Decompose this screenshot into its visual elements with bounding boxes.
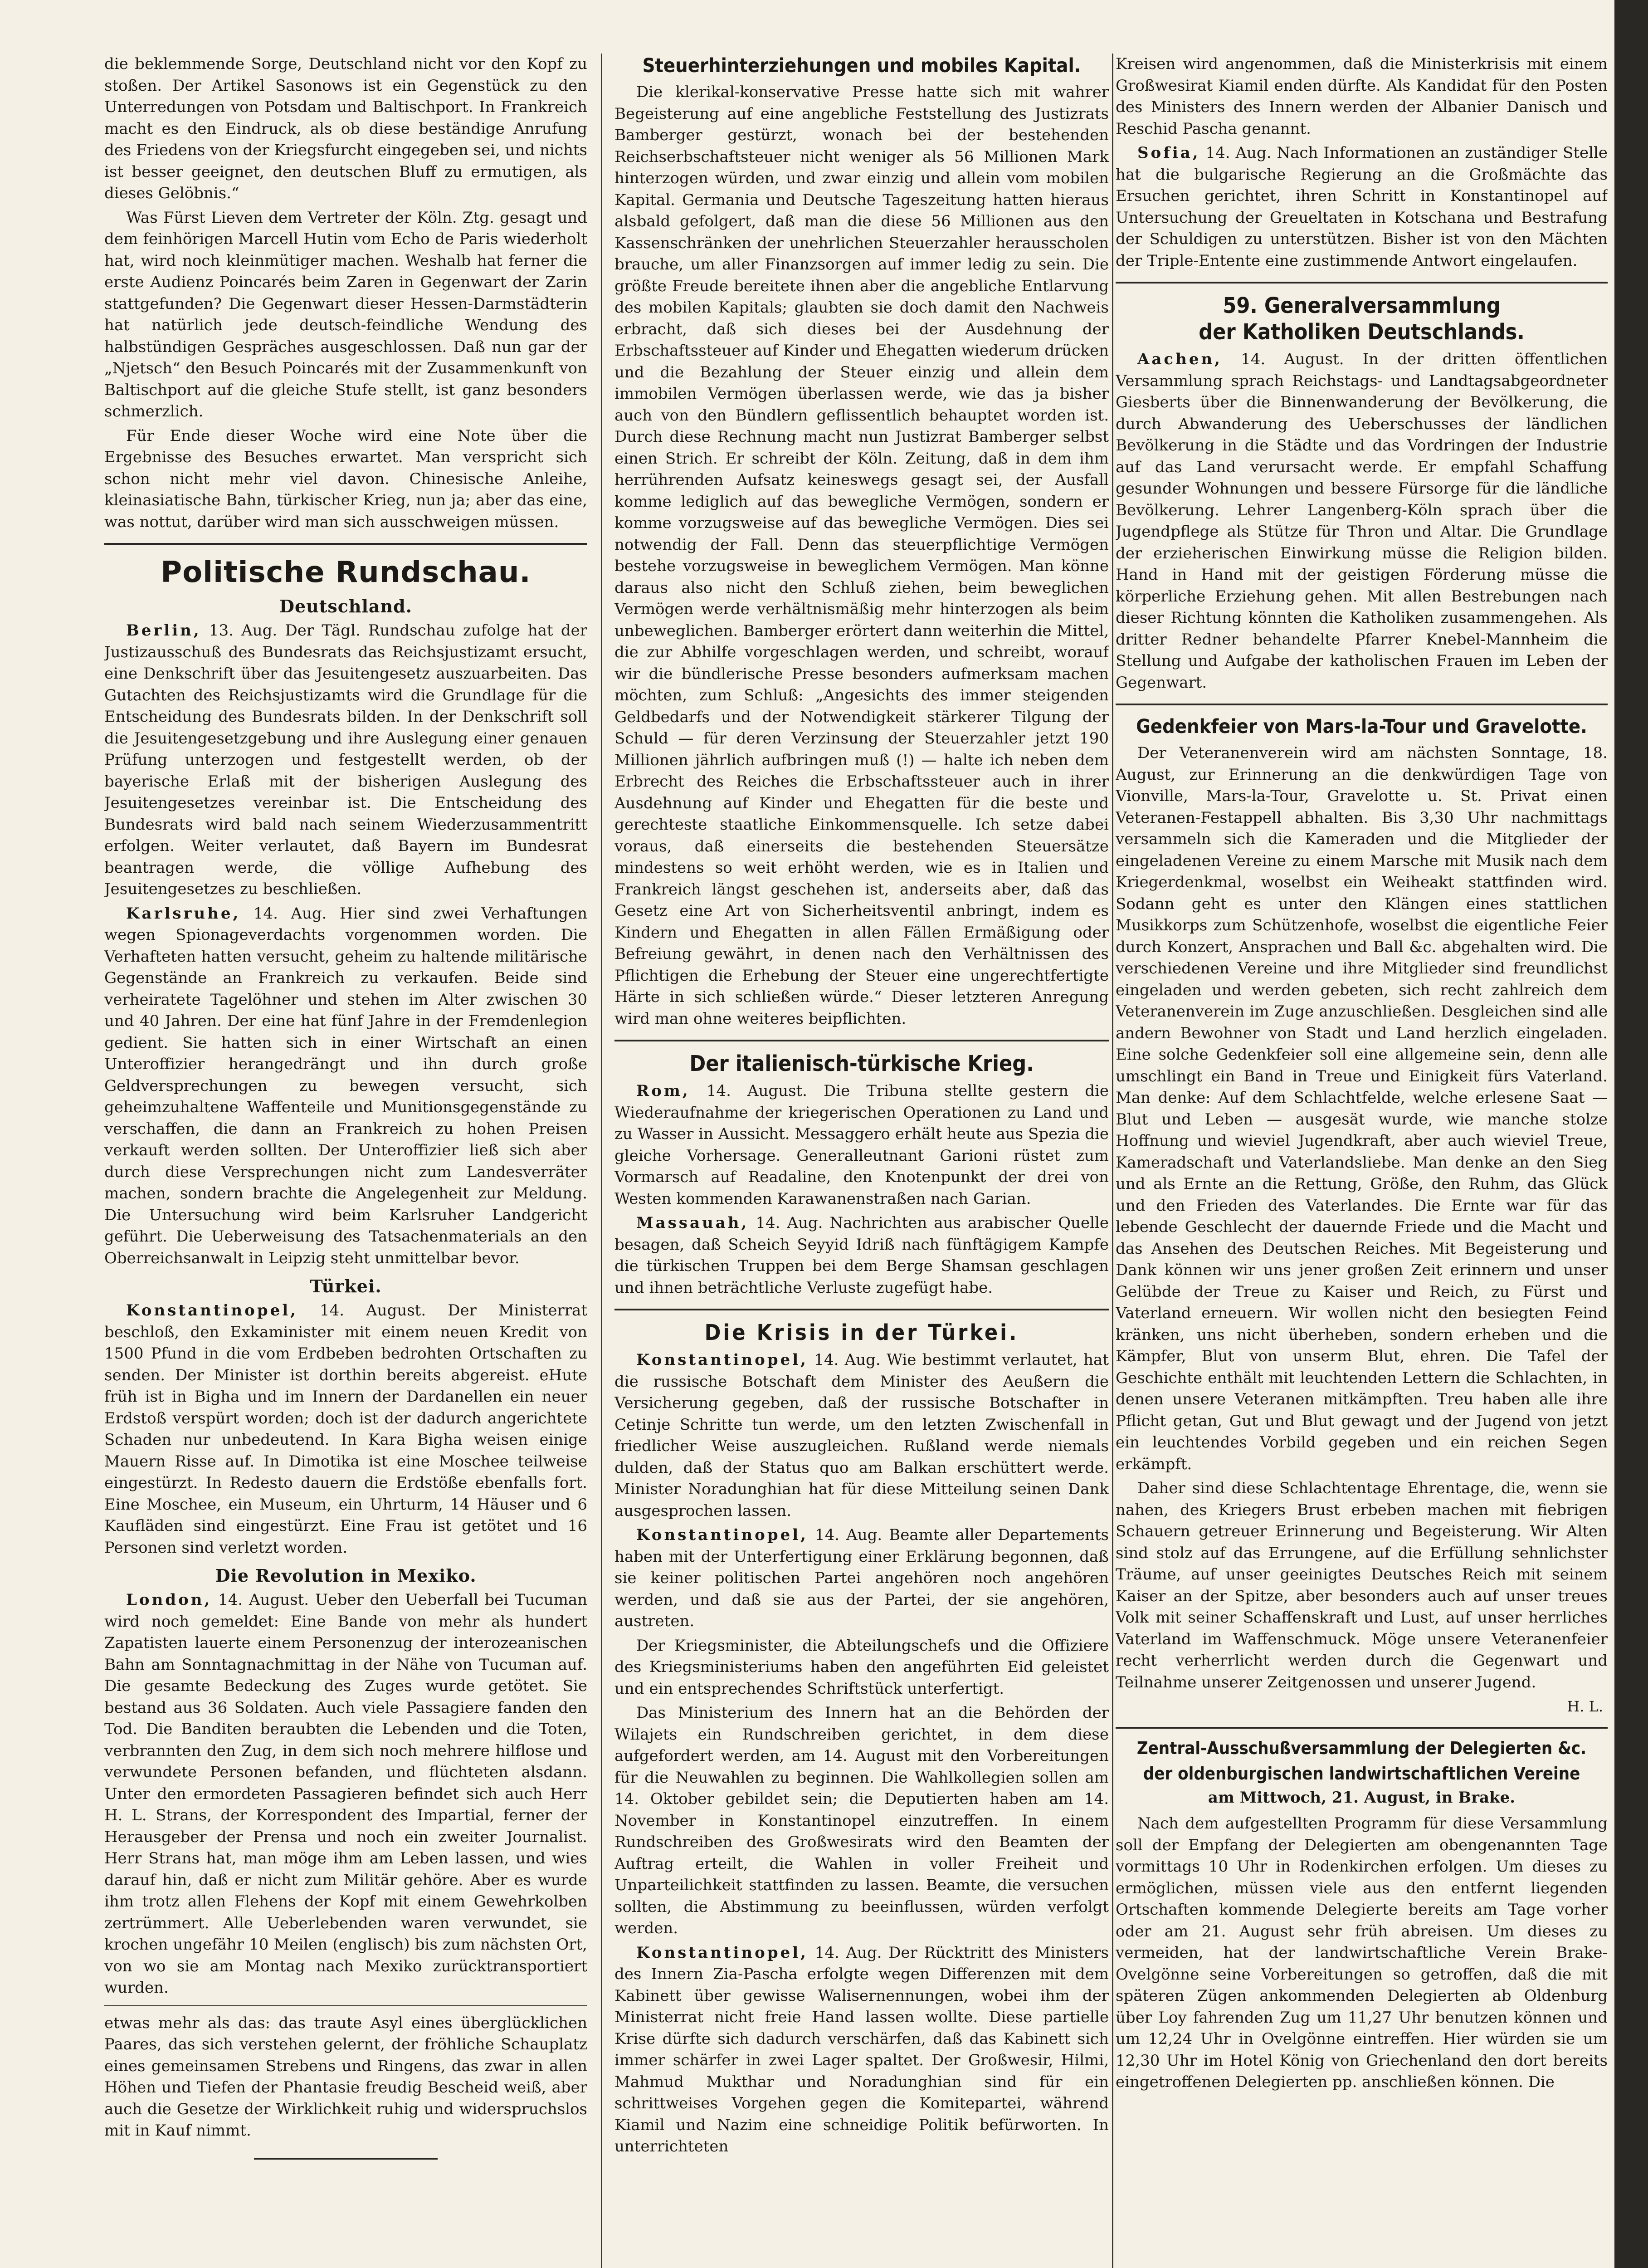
article-paragraph: Was Fürst Lieven dem Vertreter der Köln. Ztg. gesagt und dem feinhörigen Marcell Hutin vom Echo de Paris wiederholt hat, wird noch kleinmütiger machen. Weshalb hat ferner die erste Audienz Poincarés beim Zaren in Gegenwart der Zarin stattgefunden? Die Gegenwart dieser Hessen-Darmstädterin hat natürlich jede deutsch-feindliche Wendung des halbstündigen Gespräches ausgeschlossen. Daß nun gar der „Njetsch“ den Besuch Poincarés mit der Zusammenkunft von Baltischport auf die gleiche Stufe stellt, ist ganz besonders schmerzlich. bbox=[104, 208, 587, 420]
news-item-konstantinopel bbox=[614, 1525, 1109, 1633]
dateline-karlsruhe: Karlsruhe, bbox=[126, 904, 241, 923]
section-divider bbox=[1116, 704, 1608, 705]
news-text: 14. Aug. Wie bestimmt verlautet, hat die russische Botschaft dem Minister des Aeußern die Versicherung gegeben, daß der russische Botschafter in Cetinje Schritte tun werde, um den letzten Zwischenfall in friedlicher Weise auszugleichen. Rußland werde niemals dulden, daß der Status quo am Balkan erschüttert werde. Minister Noradunghian hat für diese Mitteilung seinen Dank ausgesprochen lassen. bbox=[614, 1351, 1109, 1520]
subsection-tuerkei: Türkei. bbox=[310, 1276, 382, 1296]
news-text: 14. August. In der dritten öffentlichen Versammlung sprach Reichstags- und Landtagsabgeordneter Giesberts über die Binnenwanderung der Bevölkerung, die durch Abwanderung des Ueberschusses der ländlichen Bevölkerung in die Städte und das Vordringen der Industrie auf das Land verursacht werde. Er empfahl Schaffung gesunder Wohnungen und bessere Fürsorge für die ländliche Bevölkerung. Lehrer Langenberg-Köln sprach über die Jugendpflege als Stütze für Thron und Altar. Die Grundlage der erzieherischen Einwirkung müsse die Religion bilden. Hand in Hand mit der geistigen Förderung müsse die körperliche Erziehung gehen. Mit allen Bestrebungen nach dieser Richtung könnten die Katholiken zusammengehen. Als dritter Redner behandelte Pfarrer Knebel-Mannheim die Stellung und Aufgabe der katholischen Frauen im Leben der Gegenwart. bbox=[1116, 350, 1608, 692]
news-item-konstantinopel bbox=[104, 1300, 587, 1559]
news-item-berlin bbox=[104, 620, 587, 900]
news-item-konstantinopel bbox=[614, 1349, 1109, 1522]
section-divider bbox=[1116, 1727, 1608, 1729]
section-divider bbox=[104, 543, 587, 545]
dateline-konstantinopel: Konstantinopel, bbox=[126, 1301, 298, 1320]
news-text: 14. August. Ueber den Ueberfall bei Tucuman wird noch gemeldet: Eine Bande von mehr als hundert Zapatisten lauerte einem Personenzug der interozeanischen Bahn am Sonntagnachmittag in der Nähe von Tucuman auf. Die gesamte Bedeckung des Zuges wurde getötet. Sie bestand aus 36 Soldaten. Auch viele Passagiere fanden den Tod. Die Banditen beraubten die Lebenden und die Toten, verbrannten den Zug, in dem sich noch mehrere hilflose und verwundete Personen befanden, und flüchteten alsdann. Unter den ermordeten Passagieren befindet sich auch Herr H. L. Strans, der Korrespondent des Impartial, ferner der Herausgeber der Prensa und noch ein zweiter Journalist. Herr Strans hat, man möge ihm am Leben lassen, und wies darauf hin, daß er nicht zum Militär gehöre. Aber es wurde ihm trotz allen Flehens der Kopf mit einem Gewehrkolben zertrümmert. Alle Ueberlebenden waren verwundet, sie krochen ungefähr 10 Meilen (englisch) bis zum nächsten Ort, von wo sie am Montag nach Mexiko zurücktransportiert wurden. bbox=[104, 1591, 587, 1997]
news-item-sofia bbox=[1116, 142, 1608, 272]
article-title-steuer: Steuerhinterziehungen und mobiles Kapital. bbox=[642, 54, 1081, 77]
news-text: 14. Aug. Hier sind zwei Verhaftungen wegen Spionageverdachts vorgenommen worden. Die Verhafteten hatten versucht, geheim zu haltende militärische Gegenstände an Frankreich zu verkaufen. Beide sind verheiratete Tagelöhner und stehen im Alter zwischen 30 und 40 Jahren. Der eine hat fünf Jahre in der Fremdenlegion gedient. Sie hatten sich in einer Wirtschaft an einen Unteroffizier herangedrängt und ihn durch große Geldversprechungen zu bewegen versucht, sich geheimzuhaltene Waffenteile und Munitionsgegenstände zu verschaffen, die dann an Frankreich zu hohen Preisen verkauft werden sollten. Der Unteroffizier ließ sich aber durch diese Versprechungen nicht zum Landesverräter machen, sondern brachte die Angelegenheit zur Meldung. Die Untersuchung wird beim Karlsruher Landgericht geführt. Die Ueberweisung des Tatsachenmaterials an den Oberreichsanwalt in Leipzig steht unmittelbar bevor. bbox=[104, 904, 587, 1267]
article-title-krisis: Die Krisis in der Türkei. bbox=[704, 1320, 1019, 1345]
article-title-generalversammlung: 59. Generalversammlung bbox=[1223, 293, 1501, 318]
article-paragraph: Nach dem aufgestellten Programm für diese Versammlung soll der Empfang der Delegierten am obengenannten Tage vormittags 10 Uhr in Rodenkirchen erfolgen. Um dieses zu ermöglichen, müssen viele aus den entfernt liegenden Ortschaften kommende Delegierte bereits am Tage vorher oder am 21. August sehr früh abreisen. Um dieses zu vermeiden, hat der landwirtschaftliche Verein Brake-Ovelgönne seine Vorbereitungen so getroffen, daß die mit späteren Zügen ankommenden Delegierten ab Oldenburg über Loy fahrenden Zug um 11,27 Uhr benutzen können und um 12,24 Uhr in Ovelgönne eintreffen. Hier würden sie um 12,30 Uhr im Hotel König von Griechenland den dort bereits eingetroffenen Delegierten pp. anschließen können. Die bbox=[1116, 1814, 1608, 2091]
dateline-konstantinopel: Konstantinopel, bbox=[636, 1943, 808, 1962]
news-item-aachen bbox=[1116, 349, 1608, 694]
dateline-london: London, bbox=[126, 1591, 212, 1609]
section-title-rundschau: Politische Rundschau. bbox=[161, 556, 531, 589]
news-text: 14. August. Der Ministerrat beschloß, den Exkaminister mit einem neuen Kredit von 1500 Pfund in die vom Erdbeben bedrohten Ortschaften zu senden. Der Minister ist dorthin bereits abgereist. eHute früh ist in Bigha und im Innern der Dardanellen ein neuer Erdstoß verspürt worden; doch ist der dadurch angerichtete Schaden nur unbedeutend. In Kara Bigha weisen einige Mauern Risse auf. In Dimotika ist eine Moschee teilweise eingestürzt. In Redesto dauern die Erdstöße ebenfalls fort. Eine Moschee, ein Museum, ein Uhrturm, 14 Häuser und 6 Kaufläden sind eingestürzt. Eine Frau ist getötet und 16 Personen sind verletzt worden. bbox=[104, 1301, 587, 1557]
section-divider bbox=[614, 1040, 1109, 1041]
end-rule bbox=[254, 2158, 438, 2160]
article-paragraph: Für Ende dieser Woche wird eine Note über die Ergebnisse des Besuches erwartet. Man verspricht sich schon nicht mehr viel davon. Chinesische Anleihe, kleinasiatische Bahn, türkischer Krieg, nun ja; aber das eine, was nottut, darüber wird man sich ausschweigen müssen. bbox=[104, 426, 587, 531]
article-paragraph: die beklemmende Sorge, Deutschland nicht vor den Kopf zu stoßen. Der Artikel Sasonows ist ein Gegenstück zu den Unterredungen von Potsdam und Baltischport. In Frankreich macht es den Eindruck, als ob diese beständige Anrufung des Friedens von der Kriegsfurcht eingegeben sei, und nichts ist besser geeignet, den deutschen Bluff zu ermutigen, als dieses Gelöbnis.“ bbox=[104, 55, 587, 202]
article-subtitle: am Mittwoch, 21. August, in Brake. bbox=[1208, 1789, 1516, 1807]
author-signature: H. L. bbox=[1567, 1698, 1603, 1715]
news-text: 14. August. Die Tribuna stellte gestern die Wiederaufnahme der kriegerischen Operationen zu Land und zu Wasser in Aussicht. Messaggero erhält heute aus Spezia die gleiche Vorhersage. Generalleutnant Garioni rüstet zum Vormarsch auf Readaline, den Knotenpunkt der drei von Westen kommenden Karawanenstraßen nach Garian. bbox=[614, 1082, 1109, 1208]
article-paragraph: Daher sind diese Schlachtentage Ehrentage, die, wenn sie nahen, des Kriegers Brust erbeben machen mit fiebrigen Schauern getreuer Erinnerung und Begeisterung. Wir Alten sind stolz auf das Errungene, auf die Erfüllung sehnlichster Träume, auf unser geeinigtes Deutsches Reich mit seinem Kaiser an der Spitze, aber besonders auch auf unser treues Volk mit seiner Schaffenskraft und Lust, auf unser herrliches Vaterland im Waffenschmuck. Möge unsere Veteranenfeier recht verherrlicht werden durch die Gegenwart und Teilnahme unserer Zeitgenossen und unserer Jugend. bbox=[1116, 1479, 1608, 1691]
dateline-konstantinopel: Konstantinopel, bbox=[636, 1351, 808, 1369]
news-text: 14. Aug. Beamte aller Departements haben mit der Unterfertigung einer Erklärung begonnen, daß sie keiner politischen Partei angehören noch angehören werden, und daß sie aus der Partei, der sie angehören, austreten. bbox=[614, 1526, 1109, 1630]
article-paragraph: Das Ministerium des Innern hat an die Behörden der Wilajets ein Rundschreiben gerichtet, in dem diese aufgefordert werden, am 14. August mit den Vorbereitungen für die Neuwahlen zu beginnen. Die Wahlkollegien sollen am 14. Oktober gebildet sein; die Deputierten haben am 14. November in Konstantinopel einzutreffen. In einem Rundschreiben des Großwesirats wird den Beamten der Auftrag erteilt, die Wahlen in voller Freiheit und Unparteilichkeit stattfinden zu lassen. Beamte, die versuchen sollten, die Abstimmung zu beeinflussen, würden verfolgt werden. bbox=[614, 1704, 1109, 1937]
article-paragraph: Der Kriegsminister, die Abteilungschefs und die Offiziere des Kriegsministeriums haben den angeführten Eid geleistet und ein entsprechendes Schriftstück unterfertigt. bbox=[614, 1636, 1109, 1698]
article-paragraph: Kreisen wird angenommen, daß die Ministerkrisis mit einem Großwesirat Kiamil enden dürfte. Als Kandidat für den Posten des Ministers des Innern werden der Albanier Danisch und Reschid Pascha genannt. bbox=[1116, 55, 1608, 138]
article-title-gedenkfeier: Gedenkfeier von Mars-la-Tour und Gravelotte. bbox=[1136, 715, 1587, 738]
column-rule-2 bbox=[1112, 54, 1113, 2268]
news-text: 13. Aug. Der Tägl. Rundschau zufolge hat der Justizausschuß des Bundesrats das Reichsjustizamt ersucht, eine Denkschrift über das Jesuitengesetz auszuarbeiten. Das Gutachten des Reichsjustizamts wird die Grundlage für die Entscheidung des Bundesrats bilden. In der Denkschrift soll die Jesuitengesetzgebung und ihre Auslegung einer genauen Prüfung unterzogen und festgestellt werden, ob der bayerische Erlaß mit der bisherigen Auslegung des Jesuitengesetzes vereinbar ist. Die Entscheidung des Bundesrats wird bald nach seinem Wiederzusammentritt erfolgen. Weiter verlautet, daß Bayern im Bundesrat beantragen werde, die völlige Aufhebung des Jesuitengesetzes zu beschließen. bbox=[104, 621, 587, 898]
section-divider bbox=[614, 1309, 1109, 1310]
news-item-rom bbox=[614, 1080, 1109, 1210]
dateline-massauah: Massauah, bbox=[636, 1214, 749, 1232]
column-2 bbox=[614, 54, 1109, 2268]
article-title-generalversammlung-line2: der Katholiken Deutschlands. bbox=[1199, 319, 1525, 345]
binding-edge bbox=[1614, 0, 1648, 2268]
dateline-rom: Rom, bbox=[636, 1082, 690, 1100]
column-rule-1 bbox=[601, 54, 602, 2268]
column-3 bbox=[1116, 54, 1608, 2268]
column-1 bbox=[104, 54, 587, 2268]
section-divider bbox=[1116, 282, 1608, 284]
news-item-konstantinopel bbox=[614, 1942, 1109, 2158]
news-item-london bbox=[104, 1589, 587, 1999]
news-text: 14. Aug. Nachrichten aus arabischer Quelle besagen, daß Scheich Seyyid Idriß nach fünftägigem Kampfe die türkischen Truppen bei dem Berge Shamsan geschlagen und ihnen beträchtliche Verluste zugefügt habe. bbox=[614, 1214, 1109, 1297]
article-paragraph: Die klerikal-konservative Presse hatte sich mit wahrer Begeisterung auf eine angebliche Feststellung des Justizrats Bamberger gestürzt, wonach bei der bestehenden Reichserbschaftsteuer nicht weniger als 56 Millionen Mark hinterzogen würden, und zwar einzig und allein vom mobilen Kapital. Germania und Deutsche Tageszeitung hatten hieraus alsbald gefolgert, daß man die diese 56 Millionen aus den Kassenschränken der unehrlichen Steuerzahler herausscholen brauche, um aller Finanzsorgen auf immer ledig zu sein. Die größte Freude bereitete ihnen aber die angebliche Entlarvung des mobilen Kapitals; glaubten sie doch damit den Nachweis erbracht, daß sich dieses bei der Ausdehnung der Erbschaftssteuer auf Kinder und Ehegatten wiederum drücken und die Bezahlung der Steuer einzig und allein dem immobilen Vermögen überlassen werde, wie das ja bisher auch von den Bündlern geflissentlich behauptet worden ist. Durch diese Rechnung macht nun Justizrat Bamberger selbst einen Strich. Er schreibt der Köln. Zeitung, daß in dem ihm herrührenden Aufsatz keineswegs gesagt sei, der Ausfall komme lediglich auf das bewegliche Vermögen, sondern er komme vorzugsweise auf das bewegliche Vermögen. Dies sei notwendig der Fall. Denn das steuerpflichtige Vermögen bestehe vorzugsweise in beweglichem Vermögen. Man könne daraus also nicht den Schluß ziehen, beim beweglichen Vermögen werde verhältnismäßig mehr hinterzogen als beim unbeweglichen. Bamberger erörtert dann weiterhin die Mittel, die zur Abhilfe vorgeschlagen werden, und schreibt, worauf wir die bündlerische Presse besonders aufmerksam machen möchten, zum Schluß: „Angesichts des immer steigenden Geldbedarfs und der Notwendigkeit stärkerer Tilgung der Schuld — für deren Verzinsung der Steuerzahler jetzt 190 Millionen jährlich aufbringen muß (!) — halte ich neben dem Erbrecht des Reiches die Erbschaftssteuer auch in ihrer Ausdehnung auf Kinder und Ehegatten für die beste und gerechteste staatliche Einkommensquelle. Ich setze dabei voraus, daß einerseits die bestehenden Steuersätze mindestens so weit erhöht werden, wie es in Italien und Frankreich längst geschehen ist, anderseits aber, daß das Gesetz eine Art von Sicherheitsventil anbringt, indem es Kindern und Ehegatten in allen Fällen Ermäßigung oder Befreiung gewährt, in denen nach den Verhältnissen des Pflichtigen die Erhebung der Steuer eine ungerechtfertigte Härte in sich schließen würde.“ Dieser letzteren Anregung wird man ohne weiteres beipflichten. bbox=[614, 83, 1109, 1028]
dateline-aachen: Aachen, bbox=[1137, 350, 1223, 368]
article-title-krieg: Der italienisch-türkische Krieg. bbox=[689, 1051, 1034, 1076]
article-title-zentral: Zentral-Ausschußversammlung der Delegierten &c. bbox=[1136, 1738, 1587, 1758]
dateline-konstantinopel: Konstantinopel, bbox=[636, 1526, 808, 1544]
article-paragraph: Der Veteranenverein wird am nächsten Sonntage, 18. August, zur Erinnerung an die denkwürdigen Tage von Vionville, Mars-la-Tour, Gravelotte u. St. Privat einen Veteranen-Festappell abhalten. Bis 3,30 Uhr nachmittags versammeln sich die Kameraden und die Mitglieder der eingeladenen Vereine zu einem Marsche mit Musik nach dem Kriegerdenkmal, woselbst ein Weiheakt stattfinden wird. Sodann geht es unter den Klängen eines stattlichen Musikkorps zum Schützenhofe, woselbst die eigentliche Feier durch Konzert, Ansprachen und Ball &c. abgehalten wird. Die verschiedenen Vereine und ihre Mitglieder sind freundlichst eingeladen und werden gebeten, sich recht zahlreich dem Veteranenverein im Zuge anzuschließen. Desgleichen sind alle andern Bewohner von Stadt und Land herzlich eingeladen. Eine solche Gedenkfeier soll eine allgemeine sein, denn alle umschlingt ein Band in Treue und Einigkeit fürs Vaterland. Man denke: Auf dem Schlachtfelde, welche erlesene Saat — Blut und Leben — ausgesät wurde, wie manche stolze Hoffnung und wieviel Jugendkraft, aber auch wieviel Treue, Kameradschaft und Vaterlandsliebe. Man denke an den Sieg und als Ernte an die Rettung, Größe, den Ruhm, das Glück und den Frieden des Vaterlandes. Die Ernte war für das lebende Geschlecht der dauernde Friede und die Macht und das Ansehen des Deutschen Reiches. Mit Begeisterung und Dank können wir uns jener großen Zeit erinnern und unser Gelübde der Treue zu Kaiser und Reich, zu Fürst und Vaterland erneuern. Wir wollen nicht den besiegten Feind kränken, uns nicht überheben, sondern erheben und die Kämpfer, Blut von unserm Blut, ehren. Die Tafel der Geschichte enthält mit leuchtenden Lettern die Schlachten, in denen unsere Veteranen mitkämpften. Treu haben alle ihre Pflicht getan, Gut und Blut gewagt und der Jugend von jetzt ein leuchtendes Vorbild gegeben und ein reichen Segen erkämpft. bbox=[1116, 744, 1608, 1473]
subsection-deutschland: Deutschland. bbox=[279, 596, 412, 616]
news-text: 14. Aug. Nach Informationen an zuständiger Stelle hat die bulgarische Regierung an die Großmächte das Ersuchen gerichtet, ihren Schritt in Konstantinopel auf Untersuchung der Greueltaten in Kotschana und Bestrafung der Schuldigen zu unterstützen. Bisher ist von den Mächten der Triple-Entente eine zustimmende Antwort eingelaufen. bbox=[1116, 144, 1608, 270]
subsection-mexiko: Die Revolution in Mexiko. bbox=[215, 1565, 477, 1586]
dateline-berlin: Berlin, bbox=[126, 621, 201, 640]
feuilleton-tail: etwas mehr als das: das traute Asyl eines überglücklichen Paares, das sich verstehen gelernt, der fröhliche Schauplatz eines gemeinsamen Strebens und Ringens, das zwar in allen Höhen und Tiefen der Phantasie freudig Bescheid weiß, aber auch die Gesetze der Wirklichkeit ruhig und widerspruchslos mit in Kauf nimmt. bbox=[104, 2014, 587, 2140]
news-item-karlsruhe bbox=[104, 903, 587, 1270]
section-divider bbox=[104, 2005, 587, 2006]
news-text: 14. Aug. Der Rücktritt des Ministers des Innern Zia-Pascha erfolgte wegen Differenzen mit dem Kabinett über gewisse Walisernennungen, wobei ihm der Ministerrat nicht freie Hand lassen wollte. Diese partielle Krise dürfte sich dadurch verschärfen, daß das Kabinett sich immer schärfer in zwei Lager spaltet. Der Großwesir, Hilmi, Mahmud Mukthar und Noradunghian sind für ein schrittweises Vorgehen gegen die Komitepartei, während Kiamil und Nazim eine schneidige Politik befürworten. In unterrichteten bbox=[614, 1943, 1109, 2156]
news-item-massauah bbox=[614, 1212, 1109, 1299]
article-title-zentral-line2: der oldenburgischen landwirtschaftlichen Vereine bbox=[1143, 1764, 1580, 1784]
dateline-sofia: Sofia, bbox=[1137, 144, 1200, 162]
